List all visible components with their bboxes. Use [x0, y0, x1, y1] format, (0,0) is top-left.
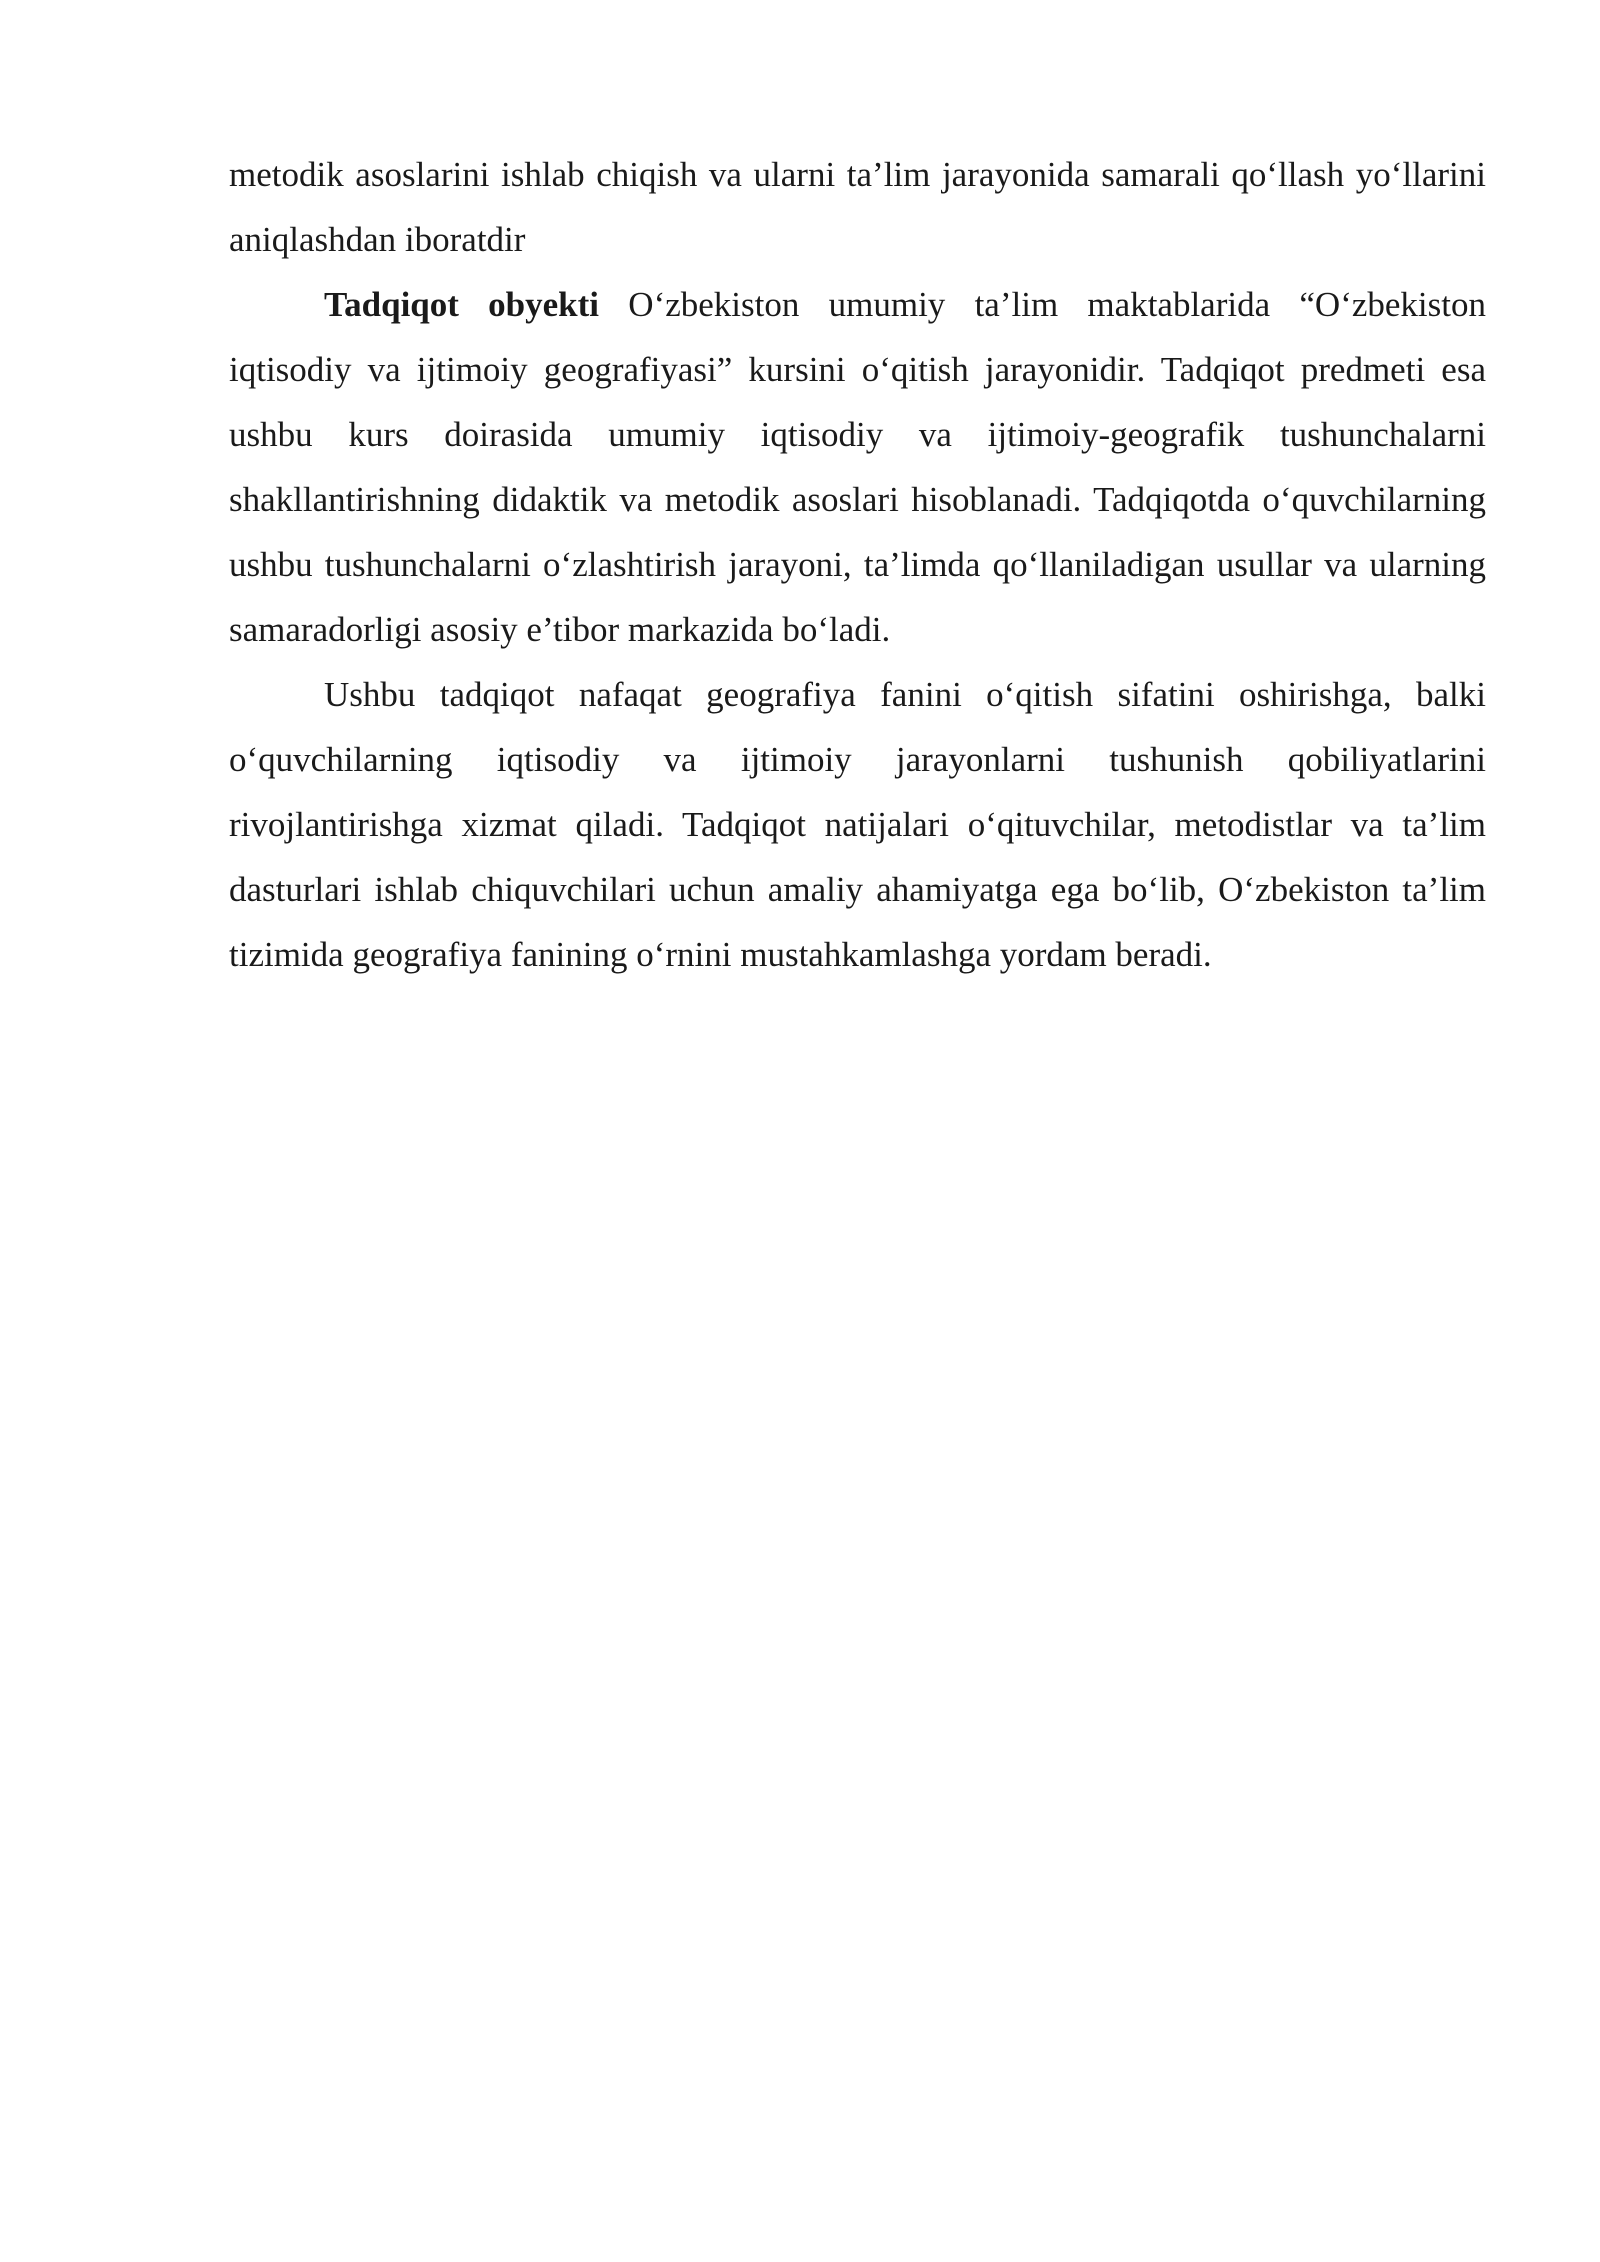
document-body	[229, 142, 1486, 987]
paragraph-significance	[229, 662, 1486, 987]
paragraph-continuation	[229, 142, 1486, 272]
paragraph-research-object	[229, 272, 1486, 662]
paragraph-text: O‘zbekiston umumiy ta’lim maktablarida “O‘zbekiston iqtisodiy va ijtimoiy geografiyasi” kursini o‘qitish jarayonidir. Tadqiqot predmeti esa ushbu kurs doirasida umumiy iqtisodiy va ijtimoiy-geografik tushunchalarni shakllantirishning didaktik va metodik asoslari hisoblanadi. Tadqiqotda o‘quvchilarning ushbu tushunchalarni o‘zlashtirish jarayoni, ta’limda qo‘llaniladigan usullar va ularning samaradorligi asosiy e’tibor markazida bo‘ladi.	[229, 285, 1486, 649]
paragraph-text: metodik asoslarini ishlab chiqish va ularni ta’lim jarayonida samarali qo‘llash yo‘llarini aniqlashdan iboratdir	[229, 155, 1486, 259]
paragraph-text: Ushbu tadqiqot nafaqat geografiya fanini o‘qitish sifatini oshirishga, balki o‘quvchilarning iqtisodiy va ijtimoiy jarayonlarni tushunish qobiliyatlarini rivojlantirishga xizmat qiladi. Tadqiqot natijalari o‘qituvchilar, metodistlar va ta’lim dasturlari ishlab chiquvchilari uchun amaliy ahamiyatga ega bo‘lib, O‘zbekiston ta’lim tizimida geografiya fanining o‘rnini mustahkamlashga yordam beradi.	[229, 675, 1486, 974]
paragraph-lead-heading: Tadqiqot obyekti	[324, 285, 600, 324]
